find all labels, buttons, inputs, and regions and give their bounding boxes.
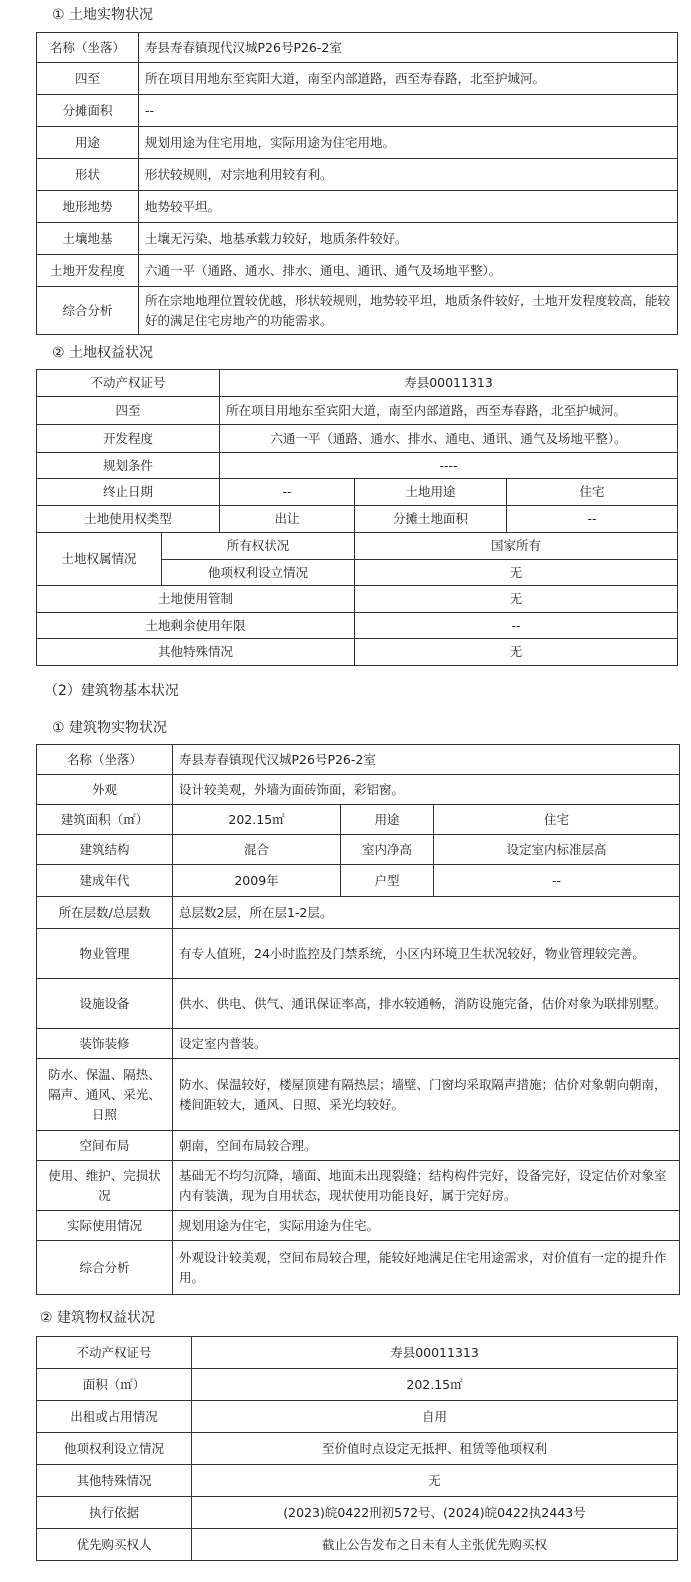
table-row: 空间布局 朝南，空间布局较合理。	[37, 1131, 680, 1161]
section-title-building-basic: （2）建筑物基本状况	[44, 683, 179, 699]
table-row: 其他特殊情况 无	[37, 1465, 678, 1497]
table-row: 土地使用权类型 出让 分摊土地面积 --	[37, 506, 678, 533]
table-row: 建筑面积（㎡） 202.15㎡ 用途 住宅	[37, 805, 680, 835]
building-physical-table	[36, 744, 680, 1295]
section-title-building-physical: ① 建筑物实物状况	[52, 720, 168, 736]
table-row: 执行依据 (2023)皖0422刑初572号、(2024)皖0422执2443号	[37, 1497, 678, 1529]
table-row: 其他特殊情况 无	[37, 639, 678, 666]
table-row: 土地权属情况 所有权状况 国家所有	[37, 533, 678, 560]
table-row: 不动产权证号 寿县00011313	[37, 370, 678, 397]
table-row: 物业管理 有专人值班，24小时监控及门禁系统，小区内环境卫生状况较好，物业管理较完善。	[37, 929, 680, 979]
table-row: 装饰装修 设定室内普装。	[37, 1029, 680, 1059]
table-row: 面积（㎡） 202.15㎡	[37, 1369, 678, 1401]
table-row: 他项权利设立情况 至价值时点设定无抵押、租赁等他项权利	[37, 1433, 678, 1465]
table-row: 土壤地基 土壤无污染、地基承载力较好，地质条件较好。	[37, 223, 678, 255]
land-physical-table	[36, 32, 678, 335]
table-row: 地形地势 地势较平坦。	[37, 191, 678, 223]
section-title-building-rights: ② 建筑物权益状况	[40, 1310, 156, 1326]
table-row: 外观 设计较美观，外墙为面砖饰面，彩铝窗。	[37, 775, 680, 805]
table-row: 分摊面积 --	[37, 95, 678, 127]
table-row: 四至 所在项目用地东至宾阳大道，南至内部道路，西至寿春路，北至护城河。	[37, 63, 678, 95]
table-row: 土地开发程度 六通一平（通路、通水、排水、通电、通讯、通气及场地平整）。	[37, 255, 678, 287]
table-row: 他项权利设立情况 无	[37, 560, 678, 586]
table-row: 四至 所在项目用地东至宾阳大道，南至内部道路，西至寿春路，北至护城河。	[37, 397, 678, 425]
table-row: 终止日期 -- 土地用途 住宅	[37, 479, 678, 506]
table-row: 土地剩余使用年限 --	[37, 613, 678, 639]
section-title-land-rights: ② 土地权益状况	[52, 345, 154, 361]
table-row: 不动产权证号 寿县00011313	[37, 1337, 678, 1369]
section-title-land-physical: ① 土地实物状况	[52, 7, 154, 23]
table-row: 土地使用管制 无	[37, 586, 678, 613]
table-row: 优先购买权人 截止公告发布之日未有人主张优先购买权	[37, 1529, 678, 1561]
table-row: 综合分析 所在宗地地理位置较优越，形状较规则，地势较平坦，地质条件较好，土地开发程度较高，能较好的满足住宅房地产的功能需求。	[37, 287, 678, 335]
table-row: 防水、保温、隔热、隔声、通风、采光、日照 防水、保温较好，楼屋顶建有隔热层；墙壁、门窗均采取隔声措施；估价对象朝向朝南，楼间距较大，通风、日照、采光均较好。	[37, 1059, 680, 1131]
table-row: 建成年代 2009年 户型 --	[37, 865, 680, 897]
table-row: 开发程度 六通一平（通路、通水、排水、通电、通讯、通气及场地平整）。	[37, 425, 678, 453]
land-rights-table	[36, 369, 678, 666]
table-row: 规划条件 ----	[37, 453, 678, 479]
table-row: 综合分析 外观设计较美观，空间布局较合理，能较好地满足住宅用途需求，对价值有一定的提升作用。	[37, 1241, 680, 1295]
table-row: 形状 形状较规则，对宗地利用较有利。	[37, 159, 678, 191]
table-row: 用途 规划用途为住宅用地，实际用途为住宅用地。	[37, 127, 678, 159]
table-row: 使用、维护、完损状况 基础无不均匀沉降，墙面、地面未出现裂缝；结构构件完好，设备完好，设定估价对象室内有装潢，现为自用状态，现状使用功能良好，属于完好房。	[37, 1161, 680, 1211]
table-row: 建筑结构 混合 室内净高 设定室内标准层高	[37, 835, 680, 865]
building-rights-table	[36, 1336, 678, 1561]
table-row: 实际使用情况 规划用途为住宅，实际用途为住宅。	[37, 1211, 680, 1241]
table-row: 所在层数/总层数 总层数2层，所在层1-2层。	[37, 897, 680, 929]
table-row: 出租或占用情况 自用	[37, 1401, 678, 1433]
table-row: 设施设备 供水、供电、供气、通讯保证率高，排水较通畅，消防设施完备，估价对象为联排别墅。	[37, 979, 680, 1029]
table-row: 名称（坐落） 寿县寿春镇现代汉城P26号P26-2室	[37, 745, 680, 775]
table-row: 名称（坐落） 寿县寿春镇现代汉城P26号P26-2室	[37, 33, 678, 63]
